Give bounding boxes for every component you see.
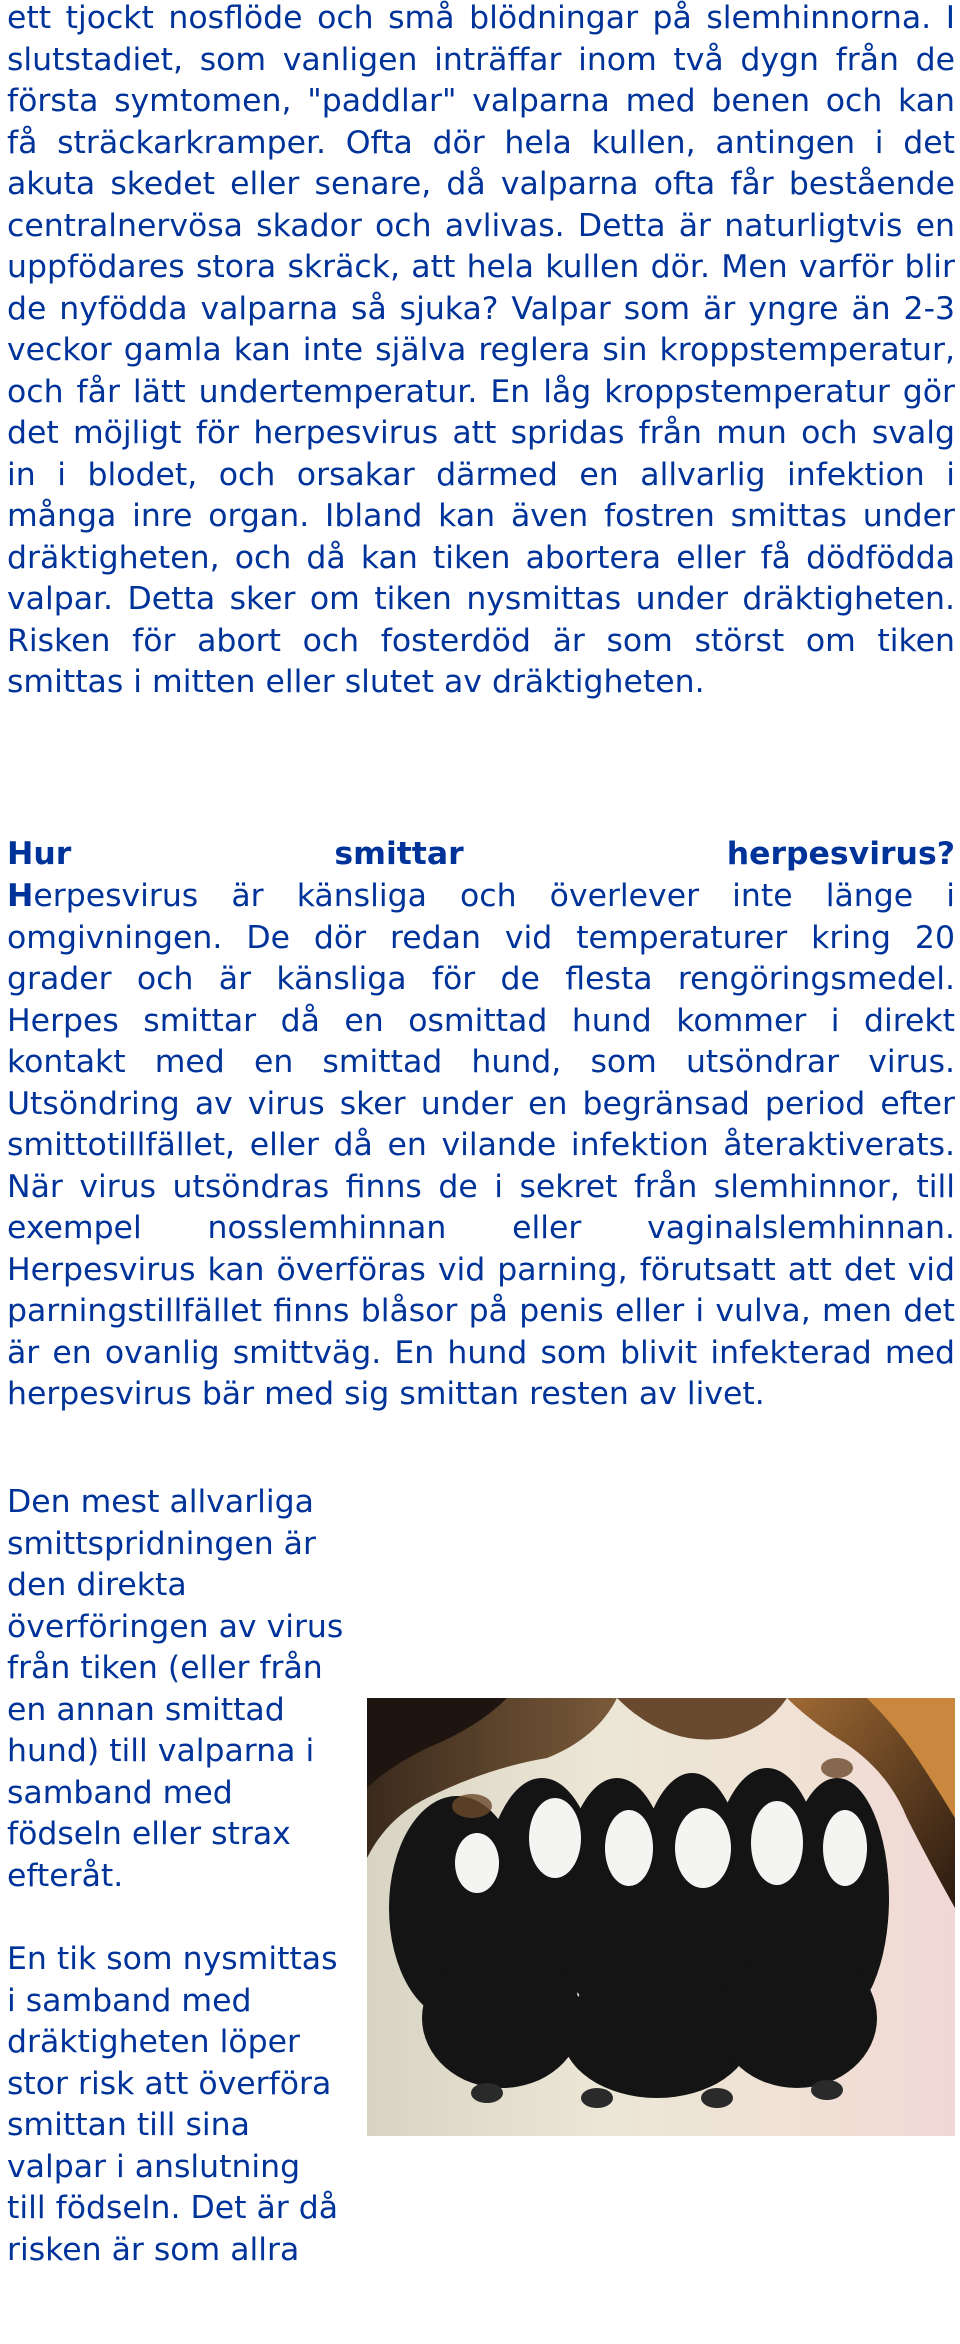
puppies-nursing-photo bbox=[367, 1698, 955, 2136]
body-paragraph-transmission bbox=[7, 876, 955, 1416]
puppies-image bbox=[367, 1698, 955, 2136]
document-page bbox=[7, 0, 955, 2344]
drop-letter: H bbox=[7, 878, 34, 914]
side-paragraph-direct-transmission: Den mest allvarliga smittspridningen är den direkta överföringen av virus från tiken (eller från en annan smittad hund) till valparna i samband med födseln eller strax efteråt. bbox=[7, 1484, 344, 1894]
body-paragraph-symptoms: ett tjockt nosflöde och små blödningar på slemhinnorna. I slutstadiet, som vanligen inträffar inom två dygn från de första symtomen, "paddlar" valparna med benen och kan få sträckarkramper. Ofta dör hela kullen, antingen i det akuta skedet eller senare, då valparna ofta får bestående centralnervösa skador och avlivas. Detta är naturligtvis en uppfödares stora skräck, att hela kullen dör. Men varför blir de nyfödda valparna så sjuka? Valpar som är yngre än 2-3 veckor gamla kan inte själva reglera sin kroppstemperatur, och får lätt undertemperatur. En låg kroppstemperatur gör det möjligt för herpesvirus att spridas från mun och svalg in i blodet, och orsakar därmed en allvarlig infektion i många inre organ. Ibland kan även fostren smittas under dräktigheten, och då kan tiken abortera eller få dödfödda valpar. Detta sker om tiken nysmittas under dräktigheten. Risken för abort och fosterdöd är som störst om tiken smittas i mitten eller slutet av dräktigheten. bbox=[7, 0, 955, 700]
section-heading: Hur smittar herpesvirus? bbox=[7, 836, 955, 872]
side-paragraph-pregnancy-risk: En tik som nysmittas i samband med dräktigheten löper stor risk att överföra smittan till sina valpar i anslutning till födseln. Det är då risken är som allra bbox=[7, 1941, 339, 2268]
body-paragraph-transmission-text: erpesvirus är känsliga och överlever inte länge i omgivningen. De dör redan vid temperaturer kring 20 grader och är känsliga för de flesta rengöringsmedel. Herpes smittar då en osmittad hund kommer i direkt kontakt med en smittad hund, som utsöndrar virus. Utsöndring av virus sker under en begränsad period efter smittotillfället, eller då en vilande infektion återaktiverats. När virus utsöndras finns de i sekret från slemhinnor, till exempel nosslemhinnan eller vaginalslemhinnan. Herpesvirus kan överföras vid parning, förutsatt att det vid parningstillfället finns blåsor på penis eller i vulva, men det är en ovanlig smittväg. En hund som blivit infekterad med herpesvirus bär med sig smittan resten av livet. bbox=[7, 878, 955, 1412]
